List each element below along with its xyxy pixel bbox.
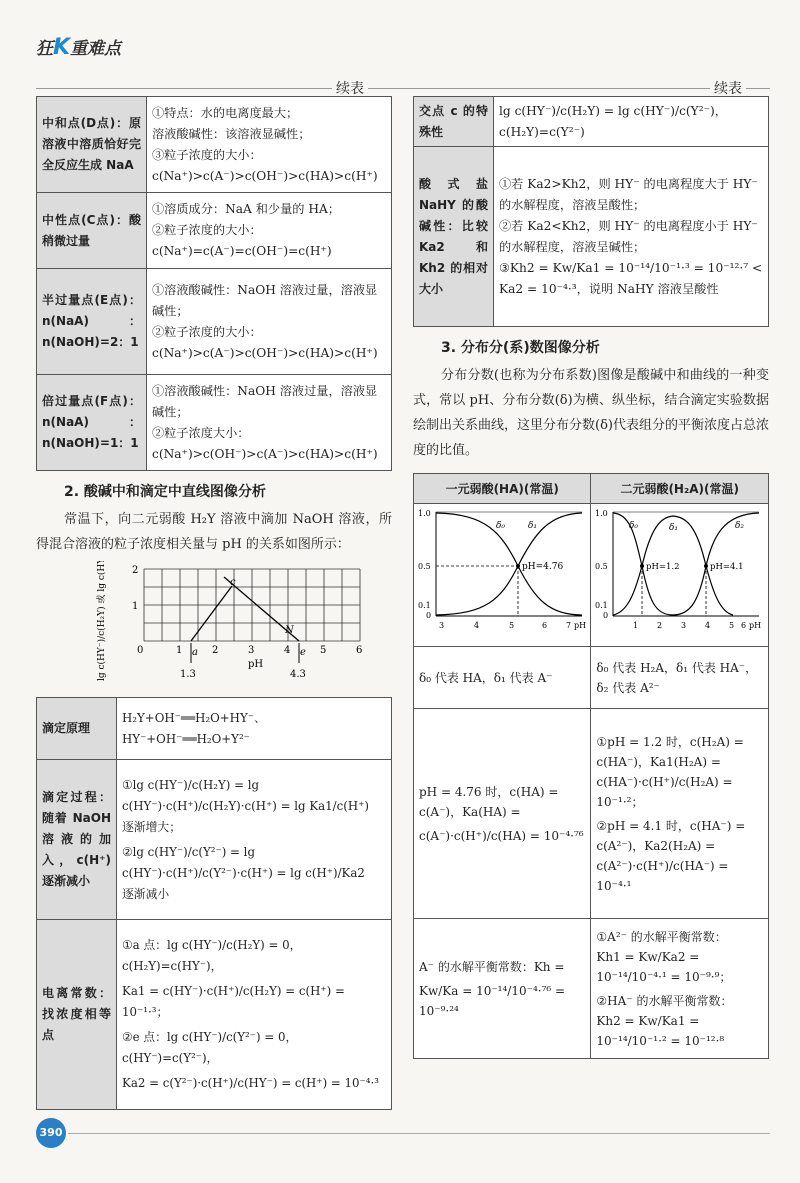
row-content: ①特点：水的电离度最大； 溶液酸碱性：该溶液显碱性； ③粒子浓度的大小：c(Na⁺)>c(A⁻)>c(OH⁻)>c(HA)>c(H⁺) [147,97,392,193]
x-tick: 5 [509,621,515,630]
distribution-chart-ha [416,506,588,638]
ka-h2a: ①pH = 1.2 时，c(H₂A) = c(HA⁻)，Ka1(H₂A) = c(HA⁻)·c(H⁺)/c(H₂A) = 10⁻¹·²； ②pH = 4.1 时，c(HA⁻) = c(A²⁻)，Ka2(H₂A) = c(A²⁻)·c(H⁺)/c(HA⁻) = 10⁻⁴·¹ [591,709,769,919]
line-graph [36,561,392,691]
ph-label-1-2: pH=1.2 [646,562,680,572]
x-axis-label: pH [248,659,264,670]
point-N-label: N [285,625,294,636]
table-row [414,647,769,709]
y-tick: 0 [426,611,432,620]
x-tick: 6 [356,645,363,656]
book-logo: 狂K重难点 [36,35,122,60]
delta1-label: δ₁ [528,521,538,531]
x-tick: 4 [284,645,291,656]
table-row [37,698,392,760]
page-number: 390 [36,1118,66,1148]
x-tick: 5 [729,621,735,630]
x-tick: 1 [633,621,639,630]
section-2-title: 2. 酸碱中和滴定中直线图像分析 [64,484,266,500]
kh-h2a: ①A²⁻ 的水解平衡常数： Kh1 = Kw/Ka2 = 10⁻¹⁴/10⁻⁴·¹ = 10⁻⁹·⁹； ②HA⁻ 的水解平衡常数： Kh2 = Kw/Ka1 = 10⁻¹⁴/10⁻¹·² = 10⁻¹²·⁸ [591,919,769,1059]
neutralization-points-table [36,96,392,471]
row-head: 滴定原理 [37,698,117,760]
section-3-paragraph: 分布分数(也称为分布系数)图像是酸碱中和曲线的一种变式，常以 pH、分布分数(δ)为横、纵坐标，结合滴定实验数据绘制出关系曲线，这里分布分数(δ)代表组分的平衡浓度占总浓度的比值。 [413,368,769,458]
row-head: 滴定过程：随着 NaOH 溶液的加入，c(H⁺)逐渐减小 [37,760,117,920]
delta0-label: δ₀ [629,521,639,531]
ka-ha: pH = 4.76 时，c(HA) = c(A⁻)，Ka(HA) = c(A⁻)·c(H⁺)/c(HA) = 10⁻⁴·⁷⁶ [414,709,591,919]
table-row [414,709,769,919]
x-tick: 6 [542,621,548,630]
table-row [37,97,392,193]
right-column [413,96,769,1059]
row-head: 倍过量点(F点)：n(NaA)：n(NaOH)=1：1 [37,375,147,471]
ph-mark-1-3: 1.3 [180,669,196,680]
y-tick: 0.5 [595,562,609,571]
ph-label-4-76: pH=4.76 [522,562,564,572]
line-ac [191,586,232,641]
x-tick: 2 [212,645,219,656]
y-tick: 0.1 [418,601,431,610]
point-e-label: e [300,647,306,658]
chart-cell-ha [414,504,591,647]
table-row [37,269,392,375]
species-h2a: δ₀ 代表 H₂A，δ₁ 代表 HA⁻，δ₂ 代表 A²⁻ [591,647,769,709]
table-row [414,97,769,147]
section-2-paragraph: 常温下，向二元弱酸 H₂Y 溶液中滴加 NaOH 溶液，所得混合溶液的粒子浓度相关量与 pH 的关系如图所示： [36,512,392,552]
x-tick: 0 [137,645,144,656]
table-row [37,375,392,471]
y-tick: 0.5 [418,562,431,571]
row-head: 中性点(C点)：酸稍微过量 [37,193,147,269]
table-row [414,474,769,504]
delta0-label: δ₀ [496,521,506,531]
row-head: 酸式盐 NaHY 的酸碱性：比较 Ka2 和 Kh2 的相对大小 [414,147,494,327]
row-head: 中和点(D点)：原溶液中溶质恰好完全反应生成 NaA [37,97,147,193]
table-row [37,760,392,920]
point-a-label: a [192,647,198,658]
row-head: 交点 c 的特殊性 [414,97,494,147]
x-tick: 7 [566,621,572,630]
row-head: 电离常数：找浓度相等点 [37,920,117,1110]
table-row [414,504,769,647]
col-head-ha: 一元弱酸(HA)(常温) [414,474,591,504]
x-tick: 1 [176,645,183,656]
delta2-label: δ₂ [735,521,745,531]
row-content: ①溶液酸碱性：NaOH 溶液过量，溶液显碱性； ②粒子浓度大小：c(Na⁺)>c(OH⁻)>c(A⁻)>c(HA)>c(H⁺) [147,375,392,471]
ph-label-4-1: pH=4.1 [710,562,744,572]
table-row [37,920,392,1110]
table-row [37,193,392,269]
distribution-table [413,473,769,1059]
x-tick: 3 [439,621,445,630]
x-tick: 3 [681,621,687,630]
col-head-h2a: 二元弱酸(H₂A)(常温) [591,474,769,504]
table-row [414,919,769,1059]
row-content: ①a 点：lg c(HY⁻)/c(H₂Y) = 0，c(H₂Y)=c(HY⁻)， Ka1 = c(HY⁻)·c(H⁺)/c(H₂Y) = c(H⁺) = 10⁻¹·³； ②e 点：lg c(HY⁻)/c(Y²⁻) = 0，c(HY⁻)=c(Y²⁻)， Ka2 = c(Y²⁻)·c(H⁺)/c(HY⁻) = c(H⁺) = 10⁻⁴·³ [117,920,392,1110]
line-graph-svg [36,561,392,689]
y-tick: 1 [132,601,139,612]
section-3-title: 3. 分布分(系)数图像分析 [441,340,600,356]
row-head: 半过量点(E点)：n(NaA)：n(NaOH)=2：1 [37,269,147,375]
row-content: ①lg c(HY⁻)/c(H₂Y) = lg c(HY⁻)·c(H⁺)/c(H₂Y)·c(H⁺) = lg Ka1/c(H⁺) 逐渐增大； ②lg c(HY⁻)/c(Y²⁻) = lg c(HY⁻)·c(H⁺)/c(Y²⁻)·c(H⁺) = lg c(H⁺)/Ka2 逐渐减小 [117,760,392,920]
point-c-label: c [230,577,236,588]
x-tick: 4 [705,621,711,630]
kh-ha: A⁻ 的水解平衡常数：Kh = Kw/Ka = 10⁻¹⁴/10⁻⁴·⁷⁶ = 10⁻⁹·²⁴ [414,919,591,1059]
left-column [36,96,392,1110]
distribution-chart-h2a [593,506,765,638]
row-content: ①溶质成分：NaA 和少量的 HA； ②粒子浓度的大小：c(Na⁺)=c(A⁻)=c(OH⁻)=c(H⁺) [147,193,392,269]
species-ha: δ₀ 代表 HA，δ₁ 代表 A⁻ [414,647,591,709]
table-row [414,147,769,327]
nahy-table [413,96,769,327]
header-rule [36,88,770,89]
footer-rule [68,1133,770,1134]
x-tick: 6 [741,621,747,630]
x-tick: 5 [320,645,327,656]
y-tick: 1.0 [418,509,431,518]
y-tick: 2 [132,565,139,576]
row-content: H₂Y+OH⁻══H₂O+HY⁻、HY⁻+OH⁻══H₂O+Y²⁻ [117,698,392,760]
x-axis-label: pH [574,621,587,630]
row-content: ①若 Ka2>Kh2，则 HY⁻ 的电离程度大于 HY⁻ 的水解程度，溶液呈酸性； ②若 Ka2<Kh2，则 HY⁻ 的电离程度小于 HY⁻ 的水解程度，溶液呈碱性； ③Kh2 = Kw/Ka1 = 10⁻¹⁴/10⁻¹·³ = 10⁻¹²·⁷ < Ka2 = 10⁻⁴·³，说明 NaHY 溶液呈酸性 [494,147,769,327]
ph-mark-4-3: 4.3 [290,669,306,680]
titration-analysis-table [36,697,392,1110]
delta1-label: δ₁ [669,523,679,533]
chart-cell-h2a [591,504,769,647]
x-tick: 3 [248,645,255,656]
y-tick: 1.0 [595,509,609,518]
y-tick: 0 [603,611,609,620]
x-tick: 2 [657,621,663,630]
row-content: lg c(HY⁻)/c(H₂Y) = lg c(HY⁻)/c(Y²⁻)，c(H₂Y)=c(Y²⁻) [494,97,769,147]
y-tick: 0.1 [595,601,609,610]
continued-label-left: 续表 [332,78,368,98]
x-axis-label: pH [749,621,762,630]
row-content: ①溶液酸碱性：NaOH 溶液过量，溶液显碱性； ②粒子浓度的大小：c(Na⁺)>c(A⁻)>c(OH⁻)>c(HA)>c(H⁺) [147,269,392,375]
y-axis-label: lg c(HY⁻)/c(H₂Y) 或 lg c(HY⁻)/c(Y²⁻) [97,561,107,681]
x-tick: 4 [474,621,480,630]
continued-label-right: 续表 [710,78,746,98]
